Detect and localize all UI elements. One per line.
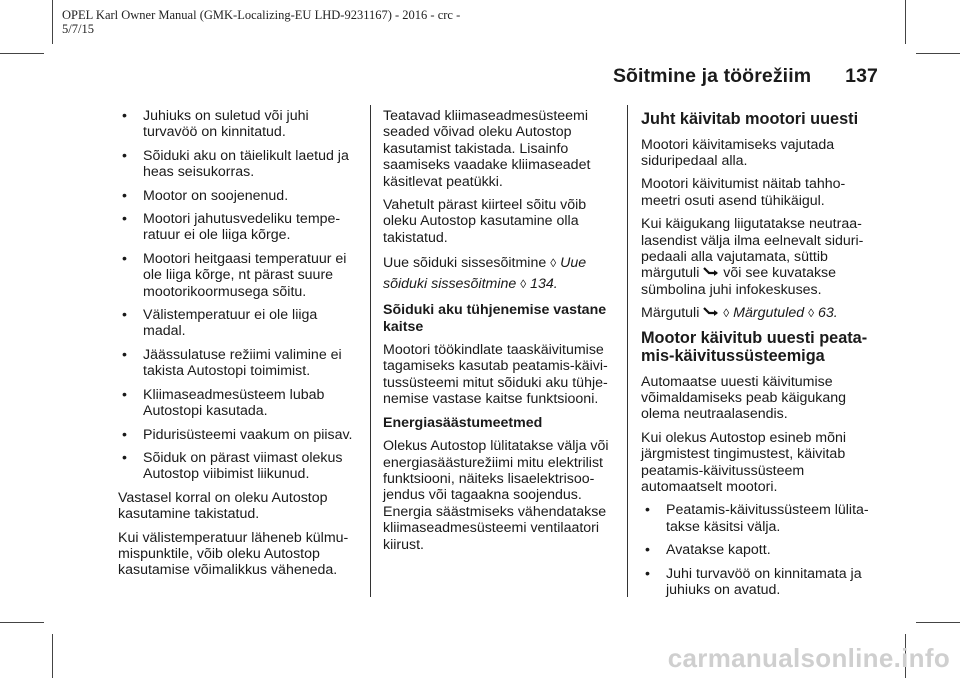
list-item-text: Avatakse kapott. (666, 542, 771, 559)
column-divider (627, 105, 628, 597)
list-item-text: Mootor on soojenenud. (143, 187, 289, 204)
bullet: • (122, 108, 127, 124)
document-meta (62, 8, 460, 36)
meta-line-1: OPEL Karl Owner Manual (GMK-Localizing-EU LHD-9231167) - 2016 - crc - (62, 8, 461, 22)
crop-mark (0, 622, 44, 623)
list-item-text: Jäässulatuse režiimi valimine ei takista Autostopi toimimist. (143, 346, 342, 380)
autostop-pedal-icon (703, 307, 719, 318)
crop-mark (905, 0, 906, 44)
list-item (118, 211, 362, 244)
paragraph-text: Kui käigukang liigutatakse neutraa-lasendist välja ilma eelnevalt siduri-pedaali alla vajutamata, süttib märgutuli (641, 216, 864, 282)
list-item (118, 387, 362, 420)
paragraph: Kui olekus Autostop esineb mõni järgmistest tingimustest, käivitab peatamis-käivitussüsteem automaatselt mootori. (641, 429, 847, 495)
bullet: • (122, 187, 127, 204)
page-number: 137 (845, 65, 878, 87)
crop-mark (0, 53, 44, 54)
list-item (641, 566, 873, 599)
cross-reference-title: Uue sõiduki sissesõitmine (383, 255, 587, 293)
paragraph: Automaatse uuesti käivitumise võimaldamiseks peab käigukang olema neutraalasendis. (641, 373, 847, 423)
list-item (118, 108, 362, 141)
subheading: Energiasäästumeetmed (383, 414, 543, 431)
section-heading: Juht käivitab mootori uuesti (641, 110, 859, 128)
cross-reference-arrow-icon: ◊ (520, 277, 527, 292)
section-title: Sõitmine ja töörežiim (612, 65, 812, 87)
subheading: Sõiduki aku tühjenemise vastane kaitse (383, 302, 607, 335)
list-item (118, 307, 362, 340)
restart-conditions-list (641, 502, 873, 598)
section-heading: Mootor käivitub uuesti peata-mis-käivitussüsteemiga (641, 328, 868, 366)
crop-mark (916, 622, 960, 623)
paragraph (641, 305, 873, 321)
list-item (118, 251, 362, 300)
bullet: • (645, 565, 650, 582)
meta-line-2: 5/7/15 (62, 22, 94, 36)
paragraph: Vastasel korral on oleku Autostop kasutamine takistatud. (118, 489, 328, 523)
bullet: • (122, 386, 127, 403)
cross-reference-arrow-icon: ◊ (808, 306, 815, 321)
column-2 (383, 108, 616, 560)
paragraph: Mootori käivitamiseks vajutada siduripedaal alla. (641, 136, 835, 169)
list-item (641, 502, 873, 535)
paragraph-text: Märgutuli (641, 305, 700, 322)
bullet: • (122, 147, 127, 164)
running-head (613, 65, 878, 88)
list-item (118, 427, 362, 443)
paragraph-text: või see kuvatakse sümbolina juhi infokeskuses. (641, 265, 837, 298)
bullet: • (122, 211, 127, 228)
paragraph (641, 216, 873, 298)
list-item-text: Peatamis-käivitussüsteem lülita-takse käsitsi välja. (666, 502, 869, 535)
list-item-text: Mootori jahutusvedeliku tempe-ratuur ei ole liiga kõrge. (143, 211, 341, 244)
paragraph: Olekus Autostop lülitatakse välja või energiasäästurežiimi mitu elektrilist funktsiooni, näiteks lisaelektrisoo-jendus või tagaakna soojendus. Energia säästmiseks vähendatakse kliimaseadmesüsteemi ventilaatori kiirust. (383, 438, 609, 553)
autostop-pedal-icon (703, 267, 719, 278)
cross-reference-arrow-icon: ◊ (550, 256, 557, 271)
paragraph: Mootori käivitumist näitab tahho-meetri osuti asend tühikäigul. (641, 176, 846, 209)
bullet: • (645, 502, 650, 519)
bullet: • (122, 346, 127, 363)
list-item-text: Välistemperatuur ei ole liiga madal. (143, 307, 318, 340)
bullet: • (122, 449, 127, 466)
bullet: • (122, 426, 127, 443)
paragraph-text: Uue sõiduki sissesõitmine (383, 255, 547, 272)
list-item-text: Kliimaseadmesüsteem lubab Autostopi kasutada. (143, 386, 325, 420)
paragraph: Vahetult pärast kiirteel sõitu võib oleku Autostop kasutamine olla takistatud. (383, 197, 587, 246)
paragraph: Kui välistemperatuur läheneb külmu-mispunktile, võib oleku Autostop kasutamise võimalikkus väheneda. (118, 529, 349, 579)
crop-mark (52, 0, 53, 44)
list-item (118, 450, 362, 483)
list-item-text: Sõiduki aku on täielikult laetud ja heas seisukorras. (143, 147, 349, 181)
list-item-text: Juhiuks on suletud või juhi turvavöö on kinnitatud. (143, 108, 309, 141)
bullet: • (645, 542, 650, 559)
cross-reference-title: Märgutuled (733, 305, 805, 322)
list-item (118, 188, 362, 204)
list-item-text: Sõiduk on pärast viimast olekus Autostop viibimist liikunud. (143, 449, 343, 483)
cross-reference-page: 63 (817, 305, 834, 322)
paragraph: Teatavad kliimaseadmesüsteemi seaded võivad oleku Autostop kasutamist takistada. Lisainfo saamiseks vaadake kliimaseadet käsitlevat peatükki. (383, 108, 591, 190)
crop-mark (52, 634, 53, 678)
list-item-text: Mootori heitgaasi temperatuur ei ole liiga kõrge, nt pärast suure mootorikoormusega sõitu. (143, 250, 347, 300)
column-1 (118, 108, 362, 586)
cross-reference-link[interactable]: Uue sõiduki sissesõitmine ◊ 134. (383, 255, 587, 293)
conditions-list (118, 108, 362, 483)
list-item (118, 347, 362, 380)
list-item (118, 148, 362, 181)
cross-reference-arrow-icon: ◊ (723, 306, 730, 321)
list-item-text: Juhi turvavöö on kinnitamata ja juhiuks on avatud. (666, 565, 862, 599)
watermark: carmanualsonline.info (667, 643, 950, 673)
paragraph (383, 253, 616, 295)
bullet: • (122, 307, 127, 324)
paragraph: Mootori töökindlate taaskäivitumise tagamiseks kasutab peatamis-käivi-tussüsteemi mitut sõiduki aku tühje-nemise vastase kaitse funktsiooni. (383, 342, 608, 408)
list-item-text: Pidurisüsteemi vaakum on piisav. (143, 426, 353, 443)
column-divider (370, 105, 371, 597)
column-3 (641, 110, 873, 605)
cross-reference-link[interactable]: Märgutuled ◊ 63. (733, 305, 838, 322)
list-item (641, 542, 873, 558)
crop-mark (916, 53, 960, 54)
bullet: • (122, 250, 127, 267)
cross-reference-page: 134 (530, 276, 554, 293)
